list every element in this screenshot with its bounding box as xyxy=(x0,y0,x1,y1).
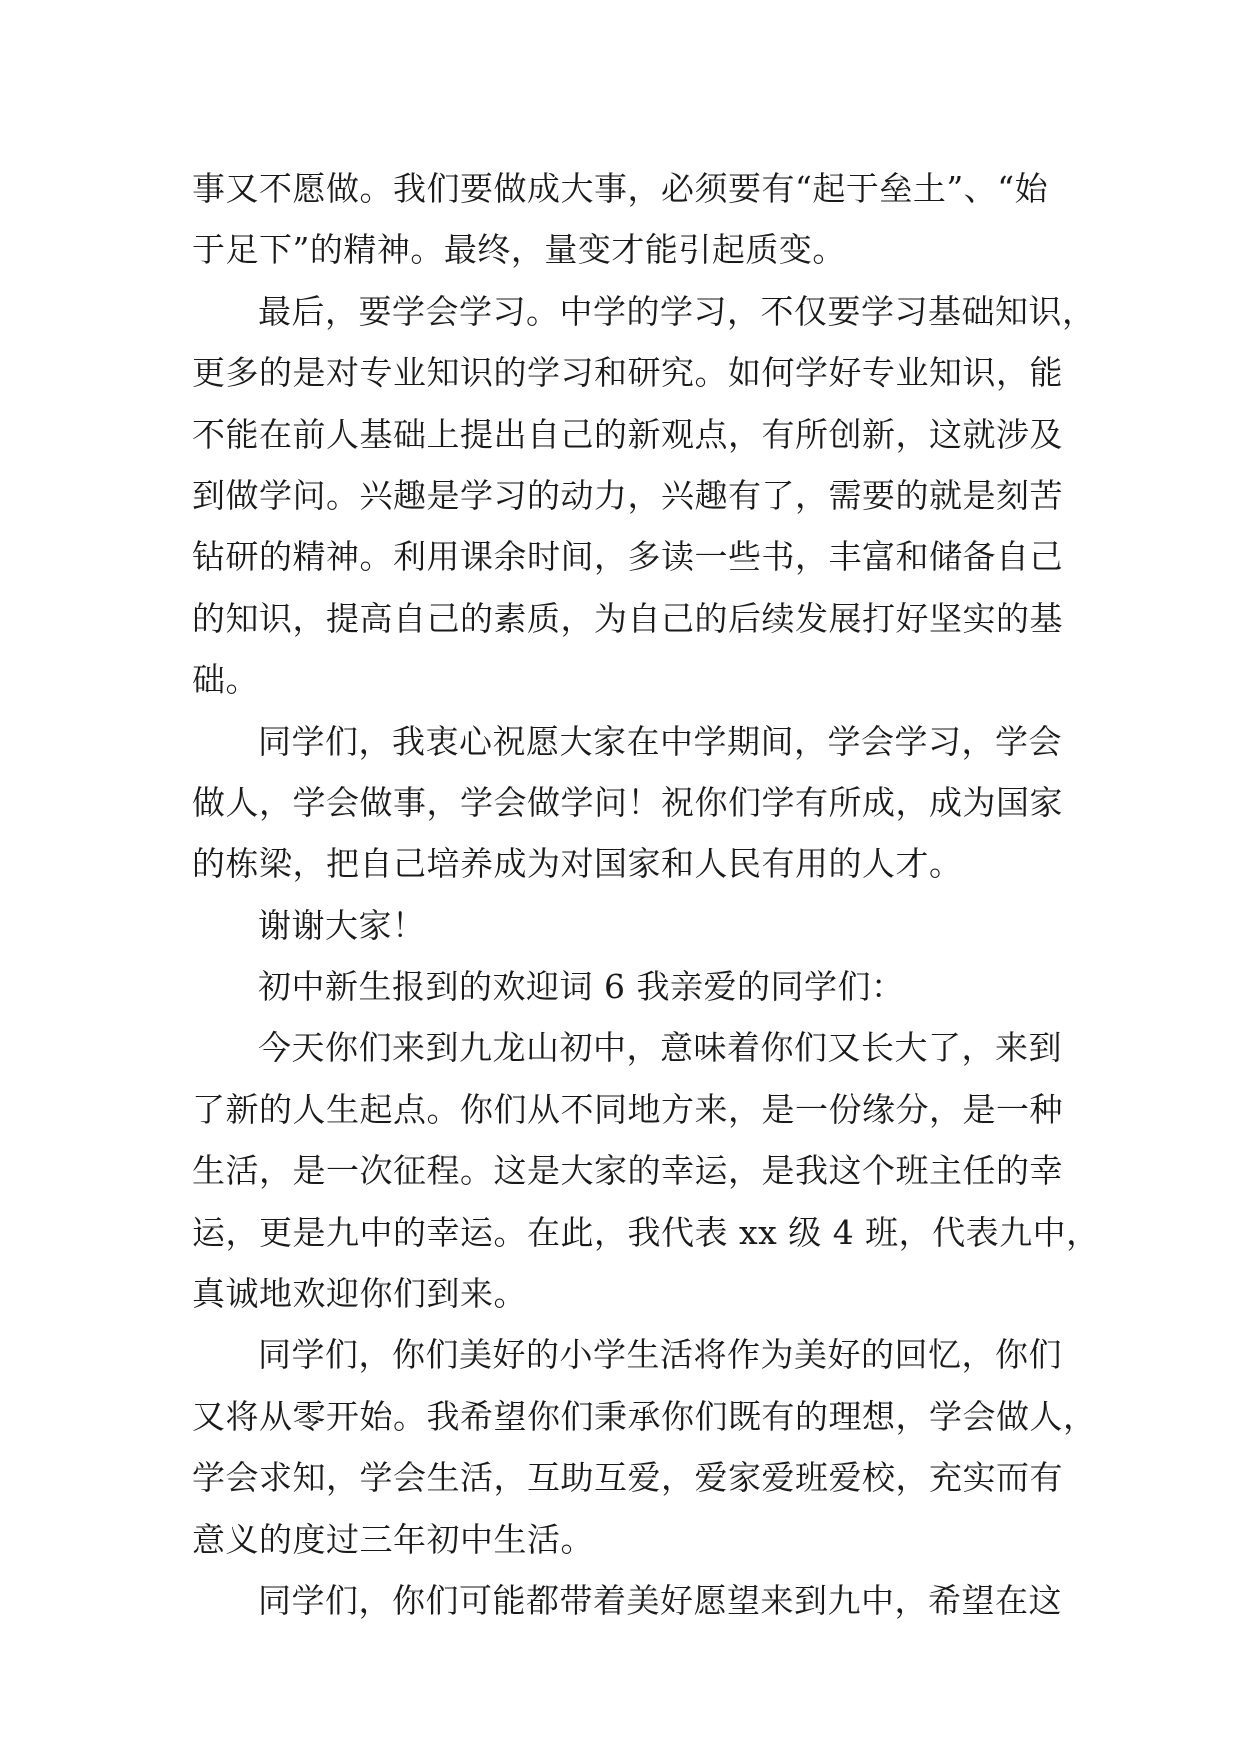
text-line: 础。 xyxy=(192,660,259,700)
text-line: 做人，学会做事，学会做学问！祝你们学有所成，成为国家 xyxy=(192,782,1063,822)
text-line: 于足下”的精神。最终，量变才能引起质变。 xyxy=(192,230,846,270)
text-line: 初中新生报到的欢迎词 6 我亲爱的同学们： xyxy=(258,967,905,1007)
text-line: 钻研的精神。利用课余时间，多读一些书，丰富和储备自己 xyxy=(192,537,1063,577)
text-line: 真诚地欢迎你们到来。 xyxy=(192,1274,527,1314)
text-line: 学会求知，学会生活，互助互爱，爱家爱班爱校，充实而有 xyxy=(192,1458,1063,1498)
text-line: 同学们，你们美好的小学生活将作为美好的回忆，你们 xyxy=(258,1335,1062,1375)
text-line: 谢谢大家！ xyxy=(258,905,426,945)
text-line: 今天你们来到九龙山初中，意味着你们又长大了，来到 xyxy=(258,1028,1062,1068)
document-body xyxy=(192,158,1100,1631)
text-line: 同学们，你们可能都带着美好愿望来到九中，希望在这 xyxy=(258,1580,1062,1620)
text-line: 事又不愿做。我们要做成大事，必须要有“起于垒土”、“始 xyxy=(192,169,1049,208)
text-line: 不能在前人基础上提出自己的新观点，有所创新，这就涉及 xyxy=(192,414,1063,454)
text-line: 意义的度过三年初中生活。 xyxy=(192,1519,594,1559)
text-line: 到做学问。兴趣是学习的动力，兴趣有了，需要的就是刻苦 xyxy=(192,475,1063,515)
text-line: 生活，是一次征程。这是大家的幸运，是我这个班主任的幸 xyxy=(192,1151,1063,1191)
text-line: 的栋梁，把自己培养成为对国家和人民有用的人才。 xyxy=(192,844,963,884)
text-line: 同学们，我衷心祝愿大家在中学期间，学会学习，学会 xyxy=(258,721,1062,761)
text-line: 运，更是九中的幸运。在此，我代表 xx 级 4 班，代表九中， xyxy=(192,1212,1100,1252)
text-line: 最后，要学会学习。中学的学习，不仅要学习基础知识， xyxy=(258,291,1096,331)
text-line: 更多的是对专业知识的学习和研究。如何学好专业知识，能 xyxy=(192,353,1063,393)
text-line: 又将从零开始。我希望你们秉承你们既有的理想，学会做人， xyxy=(192,1396,1097,1436)
text-line: 了新的人生起点。你们从不同地方来，是一份缘分，是一种 xyxy=(192,1089,1063,1129)
text-line: 的知识，提高自己的素质，为自己的后续发展打好坚实的基 xyxy=(192,598,1063,638)
